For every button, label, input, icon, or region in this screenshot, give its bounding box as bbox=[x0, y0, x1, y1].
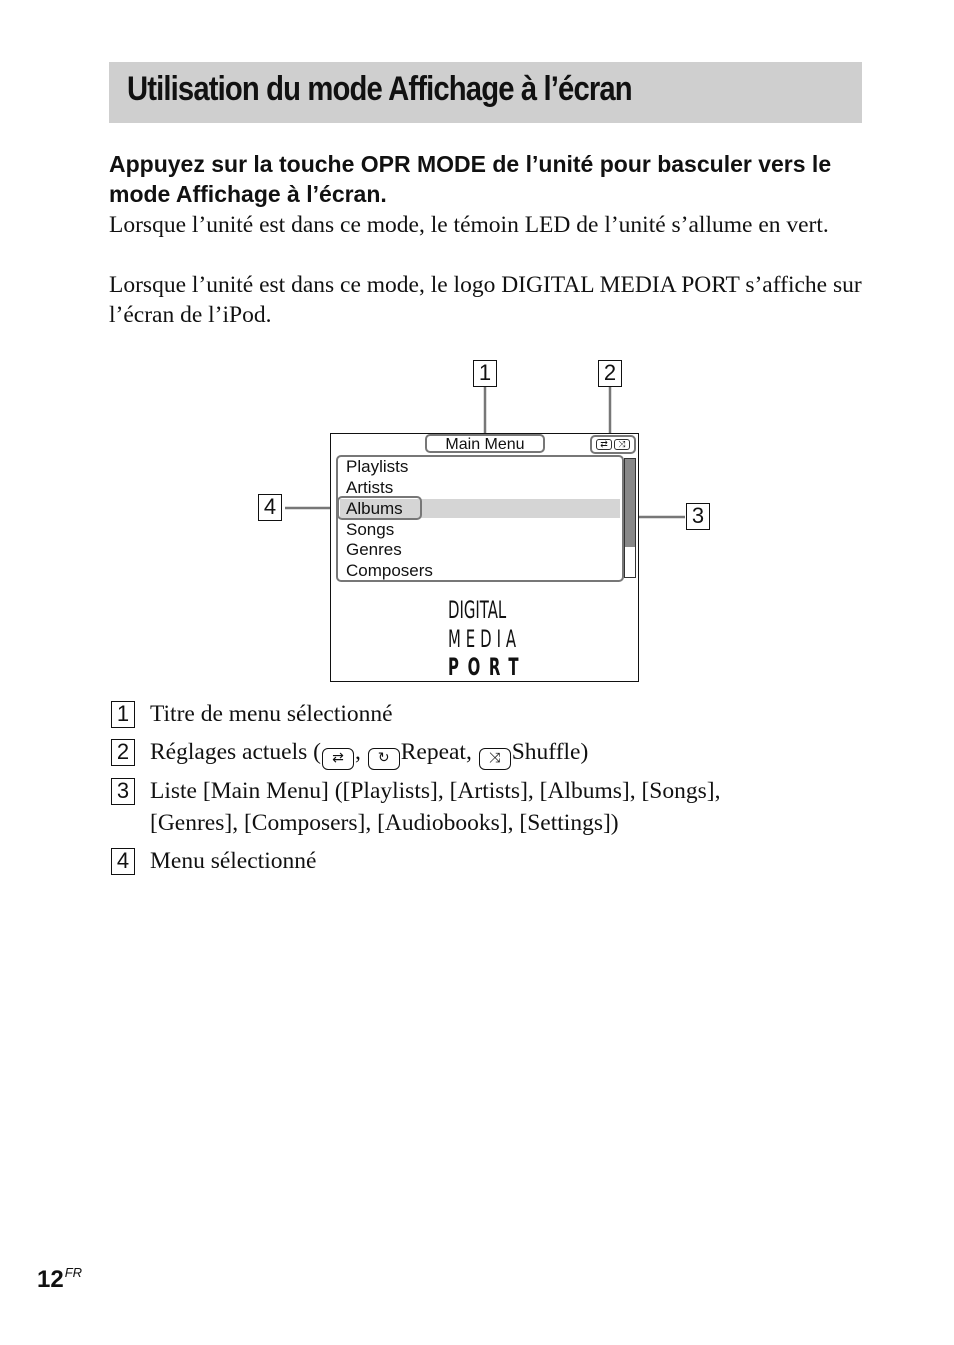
shuffle-icon: ⤨ bbox=[479, 748, 511, 770]
legend-text-3b: [Genres], [Composers], [Audiobooks], [Settings]) bbox=[150, 810, 619, 836]
menu-title: Main Menu bbox=[425, 434, 545, 453]
instruction-lead: Appuyez sur la touche OPR MODE de l’unité pour basculer vers le mode Affichage à l’écran. bbox=[109, 151, 832, 207]
repeat-icon: ⇄ bbox=[596, 439, 612, 450]
legend-text-1: Titre de menu sélectionné bbox=[150, 701, 393, 727]
page-number bbox=[37, 1265, 82, 1294]
legend-text-4: Menu sélectionné bbox=[150, 848, 317, 874]
callout-2: 2 bbox=[598, 360, 622, 387]
scrollbar-thumb[interactable] bbox=[625, 459, 635, 547]
section-heading: Utilisation du mode Affichage à l’écran bbox=[127, 70, 632, 108]
legend-2-sep: , bbox=[354, 739, 361, 765]
menu-item-composers[interactable]: Composers bbox=[346, 561, 433, 580]
callout-1: 1 bbox=[473, 360, 497, 387]
callout-4: 4 bbox=[258, 494, 282, 521]
paragraph-logo: Lorsque l’unité est dans ce mode, le logo DIGITAL MEDIA PORT s’affiche sur l’écran de l’iPod. bbox=[109, 272, 862, 328]
legend-number-3: 3 bbox=[111, 778, 135, 805]
selected-item-frame bbox=[337, 496, 422, 520]
legend-2-shuffle: Shuffle) bbox=[511, 739, 589, 765]
page-number-value: 12 bbox=[37, 1266, 64, 1293]
paragraph-led: Lorsque l’unité est dans ce mode, le témoin LED de l’unité s’allume en vert. bbox=[109, 212, 829, 238]
legend-number-2: 2 bbox=[111, 739, 135, 766]
status-icons bbox=[590, 435, 636, 454]
menu-item-genres[interactable]: Genres bbox=[346, 540, 402, 559]
logo-port: PORT bbox=[448, 653, 528, 681]
menu-item-playlists[interactable]: Playlists bbox=[346, 457, 409, 476]
logo-media: MEDIA bbox=[448, 625, 522, 653]
menu-item-songs[interactable]: Songs bbox=[346, 520, 395, 539]
legend-2-prefix: Réglages actuels ( bbox=[150, 739, 321, 765]
menu-item-artists[interactable]: Artists bbox=[346, 478, 394, 497]
legend-text-3a: Liste [Main Menu] ([Playlists], [Artists], [Albums], [Songs], bbox=[150, 778, 721, 804]
page-language-suffix: FR bbox=[64, 1265, 83, 1280]
legend-text-2 bbox=[150, 736, 588, 770]
callout-3: 3 bbox=[686, 503, 710, 530]
legend-2-repeat: Repeat, bbox=[400, 739, 472, 765]
legend-number-4: 4 bbox=[111, 848, 135, 875]
repeat-icon: ⇄ bbox=[322, 748, 354, 770]
shuffle-icon: ⤨ bbox=[614, 439, 630, 450]
repeat-one-icon: ↻ bbox=[368, 748, 400, 770]
logo-digital: DIGITAL bbox=[448, 596, 507, 624]
menu-item-albums[interactable]: Albums bbox=[346, 499, 403, 518]
legend-number-1: 1 bbox=[111, 701, 135, 728]
